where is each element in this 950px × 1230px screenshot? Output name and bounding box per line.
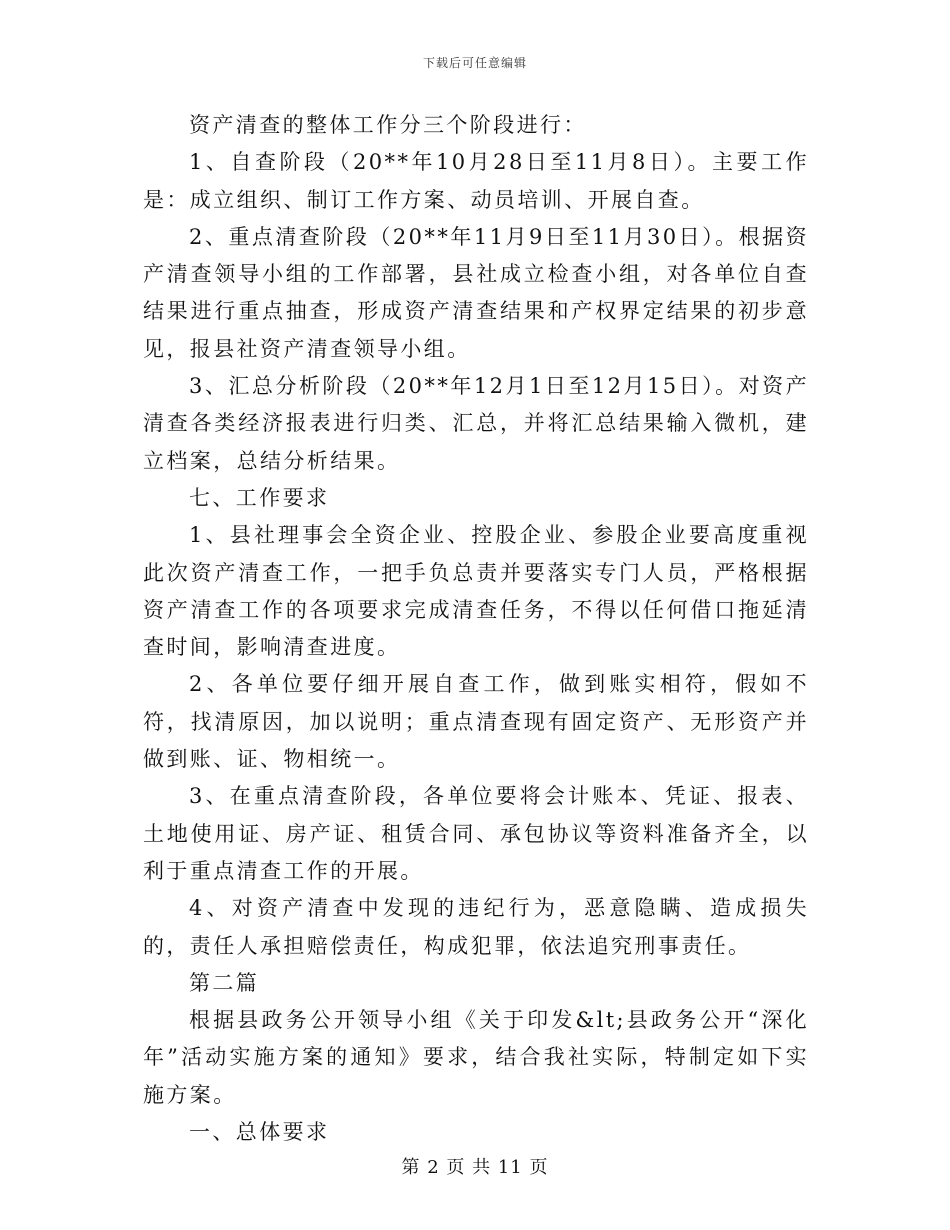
document-body [143, 107, 809, 1151]
paragraph-key-check-stage: 2、重点清查阶段（20**年11月9日至11月30日）。根据资产清查领导小组的工作部署，县社成立检查小组，对各单位自查结果进行重点抽查，形成资产清查结果和产权界定结果的初步意见，报县社资产清查领导小组。 [143, 224, 809, 361]
page-number-footer: 第 2 页 共 11 页 [401, 1157, 549, 1178]
paragraph-self-check-stage: 1、自查阶段（20**年10月28日至11月8日）。主要工作是：成立组织、制订工作方案、动员培训、开展自查。 [143, 150, 809, 212]
section-heading-overall-requirements: 一、总体要求 [189, 1120, 330, 1145]
section-heading-part-two: 第二篇 [189, 970, 260, 995]
paragraph-requirement-2: 2、各单位要仔细开展自查工作，做到账实相符，假如不符，找清原因，加以说明；重点清查现有固定资产、无形资产并做到账、证、物相统一。 [143, 672, 809, 772]
paragraph-requirement-1: 1、县社理事会全资企业、控股企业、参股企业要高度重视此次资产清查工作，一把手负总责并要落实专门人员，严格根据资产清查工作的各项要求完成清查任务，不得以任何借口拖延清查时间，影响清查进度。 [143, 523, 809, 660]
paragraph-summary-stage: 3、汇总分析阶段（20**年12月1日至12月15日）。对资产清查各类经济报表进行归类、汇总，并将汇总结果输入微机，建立档案，总结分析结果。 [143, 374, 809, 473]
section-heading-work-requirements: 七、工作要求 [189, 485, 330, 510]
paragraph-part-two-intro: 根据县政务公开领导小组《关于印发&lt;县政务公开“深化年”活动实施方案的通知》要求，结合我社实际，特制定如下实施方案。 [143, 1008, 809, 1107]
paragraph-stages-intro: 资产清查的整体工作分三个阶段进行： [189, 113, 587, 137]
paragraph-requirement-3: 3、在重点清查阶段，各单位要将会计账本、凭证、报表、土地使用证、房产证、租赁合同、承包协议等资料准备齐全，以利于重点清查工作的开展。 [143, 784, 809, 883]
paragraph-requirement-4: 4、对资产清查中发现的违纪行为，恶意隐瞒、造成损失的，责任人承担赔偿责任，构成犯罪，依法追究刑事责任。 [143, 896, 809, 958]
page-header: 下载后可任意编辑 [422, 56, 527, 70]
